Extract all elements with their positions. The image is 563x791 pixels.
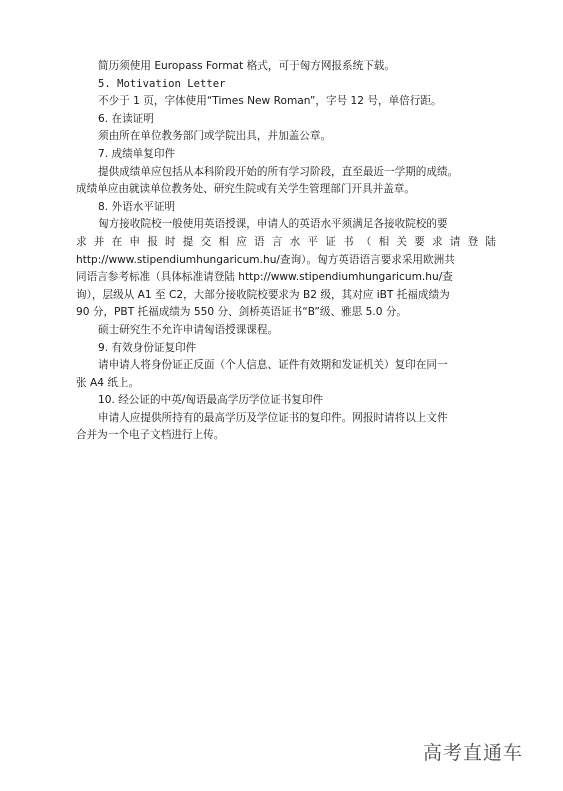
- section-heading: 9. 有效身份证复印件: [98, 341, 197, 354]
- section-heading: 7. 成绩单复印件: [98, 147, 176, 160]
- section-heading: 10. 经公证的中英/匈语最高学历学位证书复印件: [98, 394, 324, 407]
- text-line: 不少于 1 页，字体使用“Times New Roman”，字号 12 号，单倍行距。: [98, 95, 442, 108]
- text-line: 硕士研究生不允许申请匈语授课课程。: [98, 323, 279, 336]
- text-line: 请申请人将身份证正反面（个人信息、证件有效期和发证机关）复印在同一: [98, 359, 448, 372]
- text-line: 须由所在单位教务部门或学院出具，并加盖公章。: [98, 130, 332, 143]
- text-line: http://www.stipendiumhungaricum.hu/查询）。匈方英语语言要求采用欧洲共: [76, 253, 455, 266]
- watermark-logo: 高考直通车: [423, 742, 524, 764]
- text-line: 申请人应提供所持有的最高学历及学位证书的复印件。网报时请将以上文件: [98, 411, 448, 424]
- section-heading: 8. 外语水平证明: [98, 200, 176, 213]
- text-line: 简历须使用 Europass Format 格式，可于匈方网报系统下载。: [98, 60, 395, 72]
- text-line: 90 分，PBT 托福成绩为 550 分、剑桥英语证书“B”级、雅思 5.0 分。: [76, 306, 408, 319]
- text-line: 求并在申报时提交相应语言水平证书（相关要求请登陆: [76, 235, 496, 248]
- section-heading: 6. 在读证明: [98, 112, 154, 125]
- text-line: 匈方接收院校一般使用英语授课，申请人的英语水平须满足各接收院校的要: [98, 218, 448, 231]
- text-line: 张 A4 纸上。: [76, 376, 140, 389]
- document-body: [76, 58, 496, 445]
- text-line: 提供成绩单应包括从本科阶段开始的所有学习阶段，直至最近一学期的成绩。: [98, 165, 459, 178]
- text-line: 合并为一个电子文档进行上传。: [76, 429, 225, 442]
- text-line: 成绩单应由就读单位教务处、研究生院或有关学生管理部门开具并盖章。: [76, 183, 415, 196]
- text-line: 询），层级从 A1 至 C2，大部分接收院校要求为 B2 级，其对应 iBT 托福成绩为: [76, 288, 450, 301]
- text-line: 同语言参考标准（具体标准请登陆 http://www.stipendiumhungaricum.hu/查: [76, 271, 453, 284]
- section-heading: 5. Motivation Letter: [98, 77, 226, 90]
